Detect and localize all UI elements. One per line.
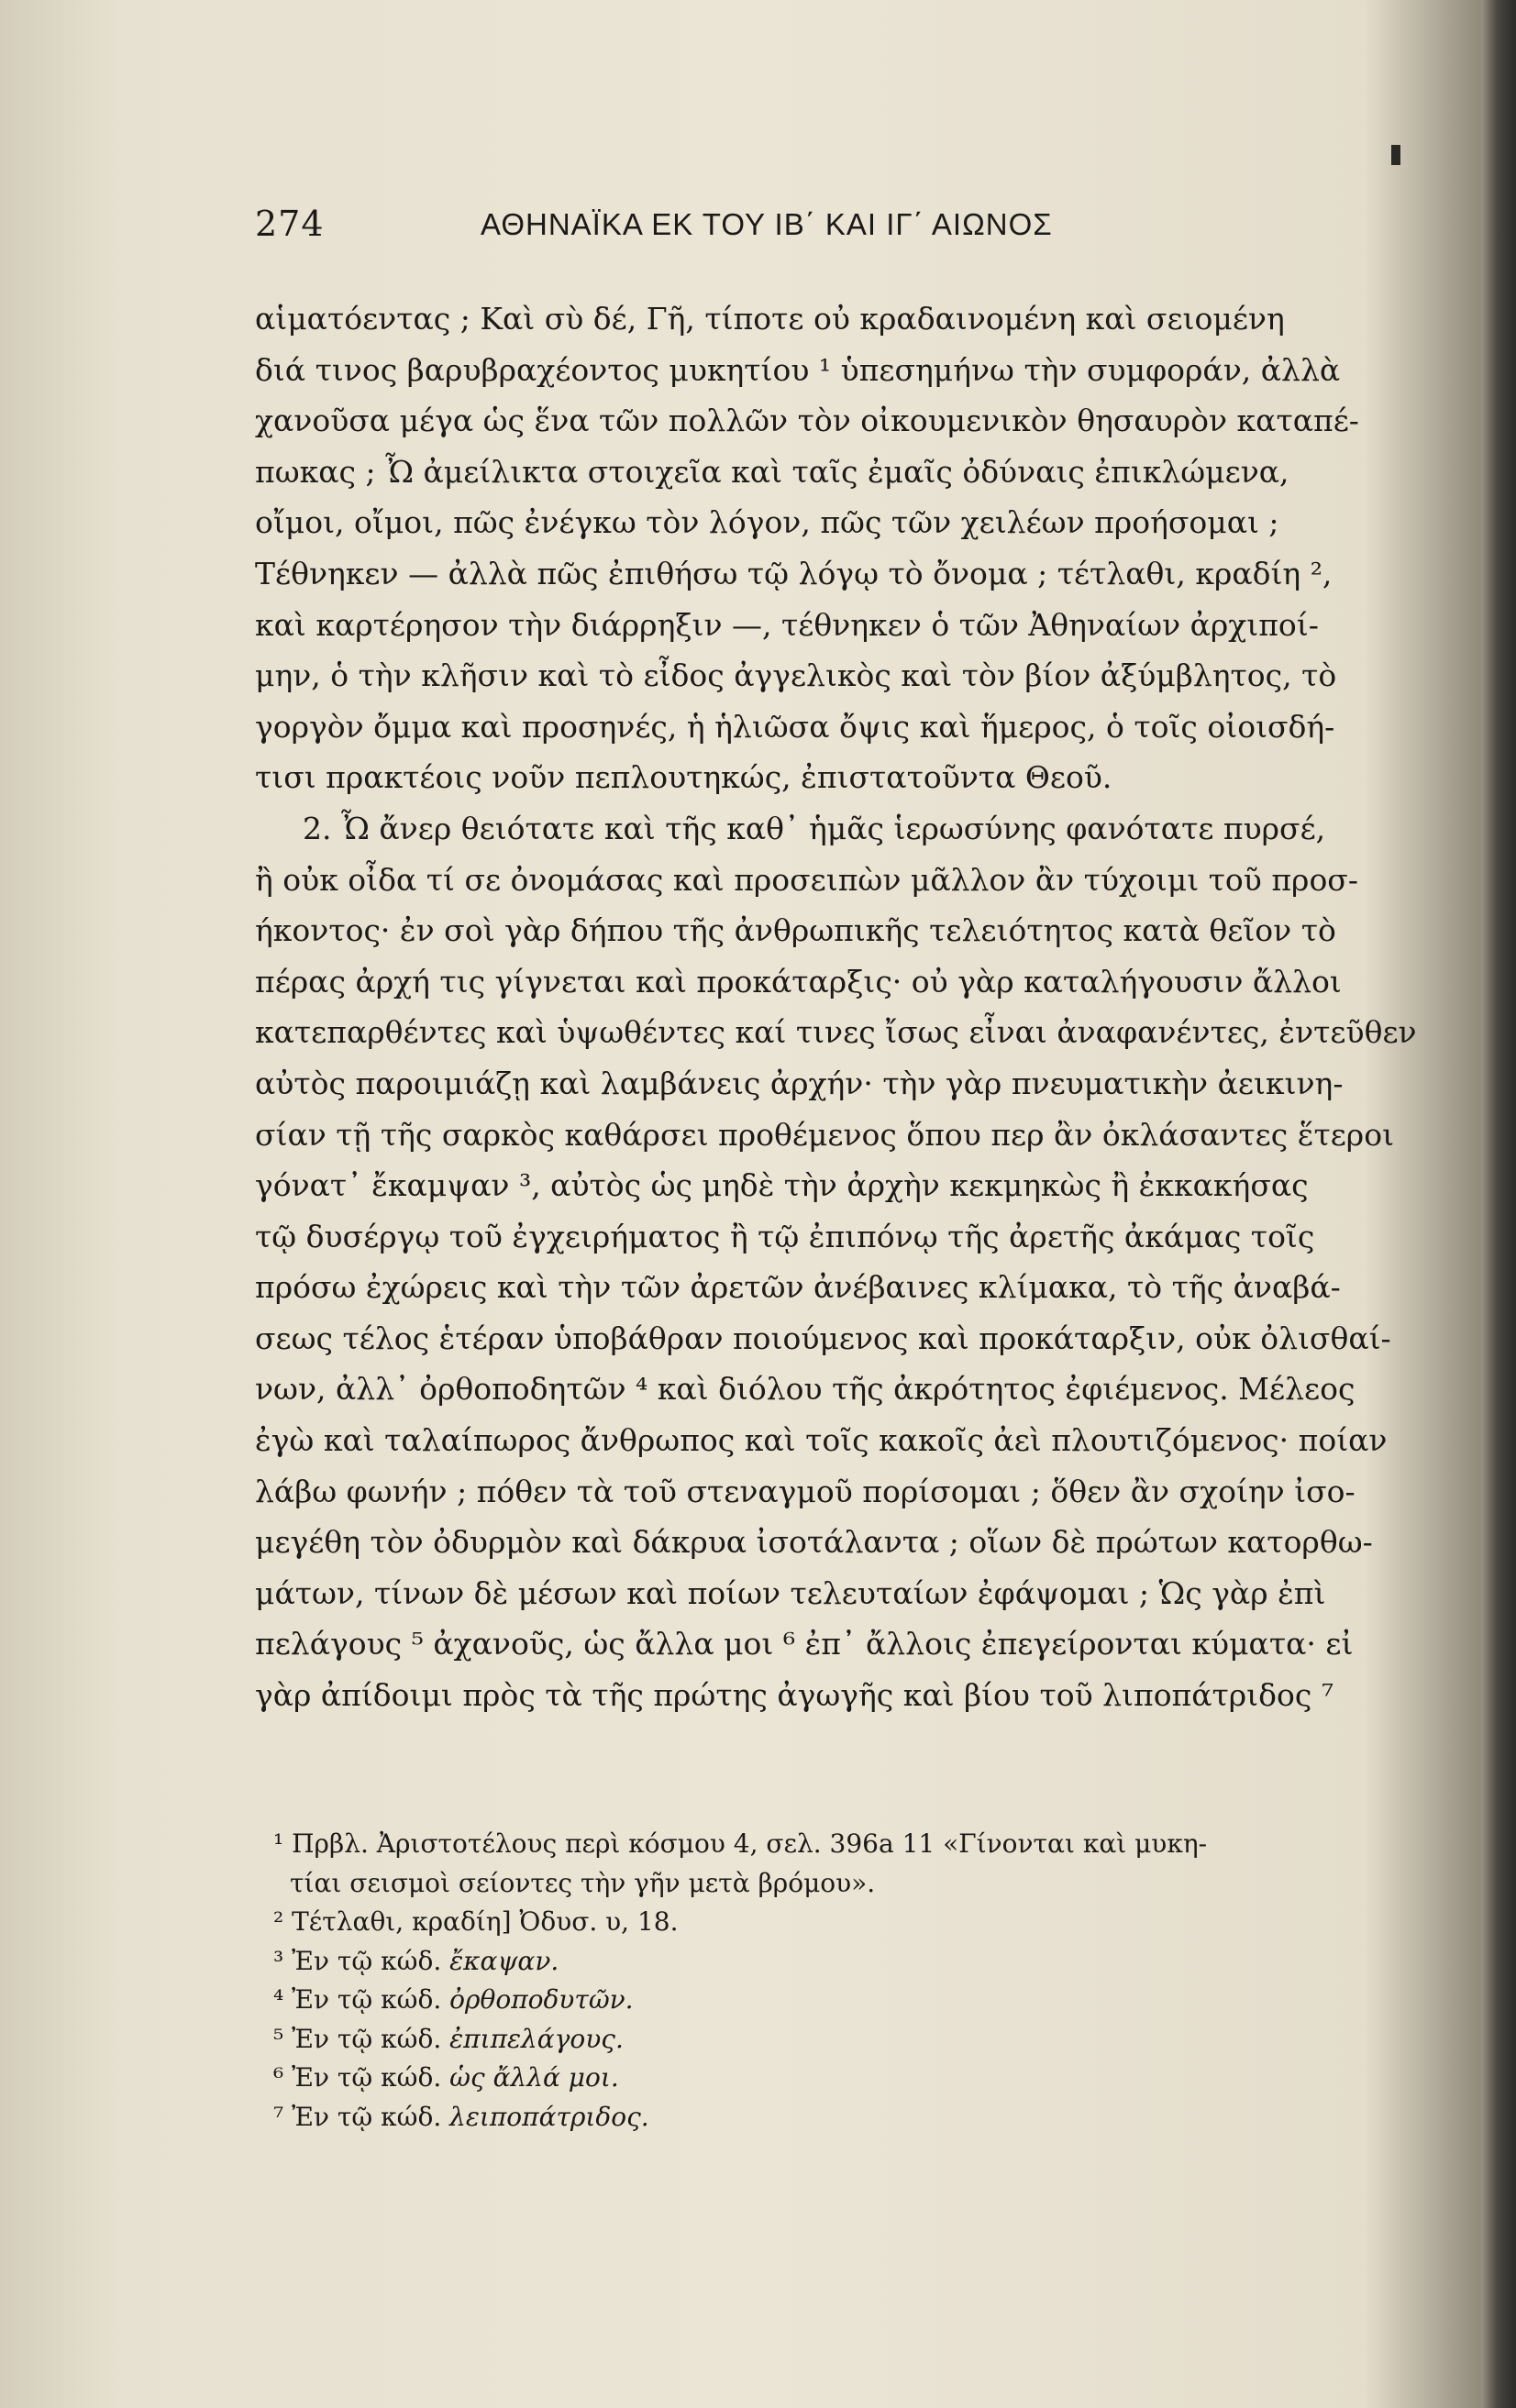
text-line: πέρας ἀρχή τις γίγνεται καὶ προκάταρξις· οὐ γὰρ καταλήγουσιν ἄλλοι [255, 963, 1342, 1000]
page-edge-shadow [1481, 0, 1516, 2408]
text-line: οἴμοι, οἴμοι, πῶς ἐνέγκω τὸν λόγον, πῶς τῶν χειλέων προήσομαι ; [255, 504, 1279, 541]
text-line: λάβω φωνήν ; πόθεν τὰ τοῦ στεναγμοῦ πορίσομαι ; ὅθεν ἂν σχοίην ἰσο- [255, 1473, 1356, 1509]
text-line: μην, ὁ τὴν κλῆσιν καὶ τὸ εἶδος ἀγγελικὸς καὶ τὸν βίον ἀξύμβλητος, τὸ [255, 657, 1337, 694]
footnote-ref: ⁵ Ἐν τῷ κώδ. [273, 2023, 450, 2054]
text-line: αἱματόεντας ; Καὶ σὺ δέ, Γῆ, τίποτε οὐ κραδαινομένη καὶ σειομένη [255, 301, 1285, 337]
corner-mark [1391, 145, 1400, 165]
footnotes [273, 1825, 1411, 2137]
text-line: ἢ οὐκ οἶδα τί σε ὀνομάσας καὶ προσειπὼν μᾶλλον ἂν τύχοιμι τοῦ προσ- [255, 861, 1358, 898]
text-line: κατεπαρθέντες καὶ ὑψωθέντες καί τινες ἴσως εἶναι ἀναφανέντες, ἐντεῦθεν [255, 1014, 1417, 1051]
text-line: ἐγὼ καὶ ταλαίπωρος ἄνθρωπος καὶ τοῖς κακοῖς ἀεὶ πλουτιζόμενος· ποίαν [255, 1422, 1388, 1459]
footnote-variant: ὡς ἄλλά μοι. [449, 2062, 619, 2093]
text-line: νων, ἀλλ᾽ ὀρθοποδητῶν ⁴ καὶ διόλου τῆς ἀκρότητος ἐφιέμενος. Μέλεος [255, 1371, 1356, 1408]
text-line: τισι πρακτέοις νοῦν πεπλουτηκώς, ἐπιστατοῦντα Θεοῦ. [255, 759, 1112, 796]
text-line: μάτων, τίνων δὲ μέσων καὶ ποίων τελευταίων ἐφάψομαι ; Ὡς γὰρ ἐπὶ [255, 1574, 1326, 1611]
text-line: καὶ καρτέρησον τὴν διάρρηξιν —, τέθνηκεν ὁ τῶν Ἀθηναίων ἀρχιποί- [255, 606, 1319, 643]
footnote-variant: ὀρθοποδυτῶν. [449, 1984, 634, 2015]
text-line: σεως τέλος ἑτέραν ὑποβάθραν ποιούμενος καὶ προκάταρξιν, οὐκ ὀλισθαί- [255, 1320, 1391, 1356]
text-line: διά τινος βαρυβραχέοντος μυκητίου ¹ ὑπεσημήνω τὴν συμφοράν, ἀλλὰ [255, 351, 1341, 388]
footnote-7 [273, 2098, 1411, 2137]
footnote-ref: ³ Ἐν τῷ κώδ. [273, 1945, 450, 1976]
text-line: πρόσω ἐχώρεις καὶ τὴν τῶν ἀρετῶν ἀνέβαινες κλίμακα, τὸ τῆς ἀναβά- [255, 1269, 1341, 1306]
footnote-1: ¹ Πρβλ. Ἀριστοτέλους περὶ κόσμου 4, σελ. 396a 11 «Γίνονται καὶ μυκη- [273, 1828, 1208, 1859]
footnote-3 [273, 1942, 1411, 1982]
text-line: πωκας ; Ὦ ἀμείλικτα στοιχεῖα καὶ ταῖς ἐμαῖς ὀδύναις ἐπικλώμενα, [255, 453, 1289, 490]
page-header [255, 204, 1209, 259]
footnote-5 [273, 2020, 1411, 2060]
footnote-variant: λειποπάτριδος. [449, 2101, 649, 2132]
running-title: ΑΘΗΝΑΪΚΑ ΕΚ ΤΟΥ ΙΒ΄ ΚΑΙ ΙΓ΄ ΑΙΩΝΟΣ [481, 207, 1053, 241]
body-text [255, 293, 1417, 1721]
text-line: μεγέθη τὸν ὀδυρμὸν καὶ δάκρυα ἰσοτάλαντα ; οἵων δὲ πρώτων κατορθω- [255, 1524, 1373, 1561]
footnote-ref: ⁴ Ἐν τῷ κώδ. [273, 1984, 450, 2015]
text-line: γοργὸν ὄμμα καὶ προσηνές, ἡ ἡλιῶσα ὄψις καὶ ἥμερος, ὁ τοῖς οἰοισδή- [255, 708, 1335, 745]
text-line: ήκοντος· ἐν σοὶ γὰρ δήπου τῆς ἀνθρωπικῆς τελειότητος κατὰ θεῖον τὸ [255, 912, 1336, 949]
footnote-6 [273, 2059, 1411, 2098]
footnote-ref: ⁷ Ἐν τῷ κώδ. [273, 2101, 450, 2132]
footnote-variant: ἐπιπελάγους. [449, 2023, 624, 2054]
page-number: 274 [255, 204, 325, 244]
text-line: Τέθνηκεν — ἀλλὰ πῶς ἐπιθήσω τῷ λόγῳ τὸ ὄνομα ; τέτλαθι, κραδίη ², [255, 555, 1333, 591]
text-line: γόνατ᾽ ἔκαμψαν ³, αὐτὸς ὡς μηδὲ τὴν ἀρχὴν κεκμηκὼς ἢ ἐκκακήσας [255, 1167, 1309, 1204]
text-line: αὐτὸς παροιμιάζῃ καὶ λαμβάνεις ἀρχήν· τὴν γὰρ πνευματικὴν ἀεικινη- [255, 1065, 1344, 1101]
footnote-2: ² Τέτλαθι, κραδίη] Ὀδυσ. υ, 18. [273, 1906, 679, 1937]
paragraph-start-line: 2. Ὦ ἄνερ θειότατε καὶ τῆς καθ᾽ ἡμᾶς ἱερωσύνης φανότατε πυρσέ, [303, 810, 1326, 846]
text-line: γὰρ ἀπίδοιμι πρὸς τὰ τῆς πρώτης ἀγωγῆς καὶ βίου τοῦ λιποπάτριδος ⁷ [255, 1677, 1334, 1714]
text-line: πελάγους ⁵ ἀχανοῦς, ὡς ἄλλα μοι ⁶ ἐπ᾽ ἄλλοις ἐπεγείρονται κύματα· εἰ [255, 1626, 1354, 1662]
footnote-variant: ἔκαψαν. [449, 1945, 559, 1976]
text-line: σίαν τῇ τῆς σαρκὸς καθάρσει προθέμενος ὅπου περ ἂν ὀκλάσαντες ἕτεροι [255, 1116, 1395, 1153]
footnote-ref: ⁶ Ἐν τῷ κώδ. [273, 2062, 450, 2093]
footnote-1-continuation: τίαι σεισμοὶ σείοντες τὴν γῆν μετὰ βρόμου». [290, 1867, 876, 1898]
text-line: τῷ δυσέργῳ τοῦ ἐγχειρήματος ἢ τῷ ἐπιπόνῳ τῆς ἀρετῆς ἀκάμας τοῖς [255, 1218, 1315, 1254]
footnote-4 [273, 1981, 1411, 2020]
text-line: χανοῦσα μέγα ὡς ἕνα τῶν πολλῶν τὸν οἰκουμενικὸν θησαυρὸν καταπέ- [255, 403, 1359, 439]
